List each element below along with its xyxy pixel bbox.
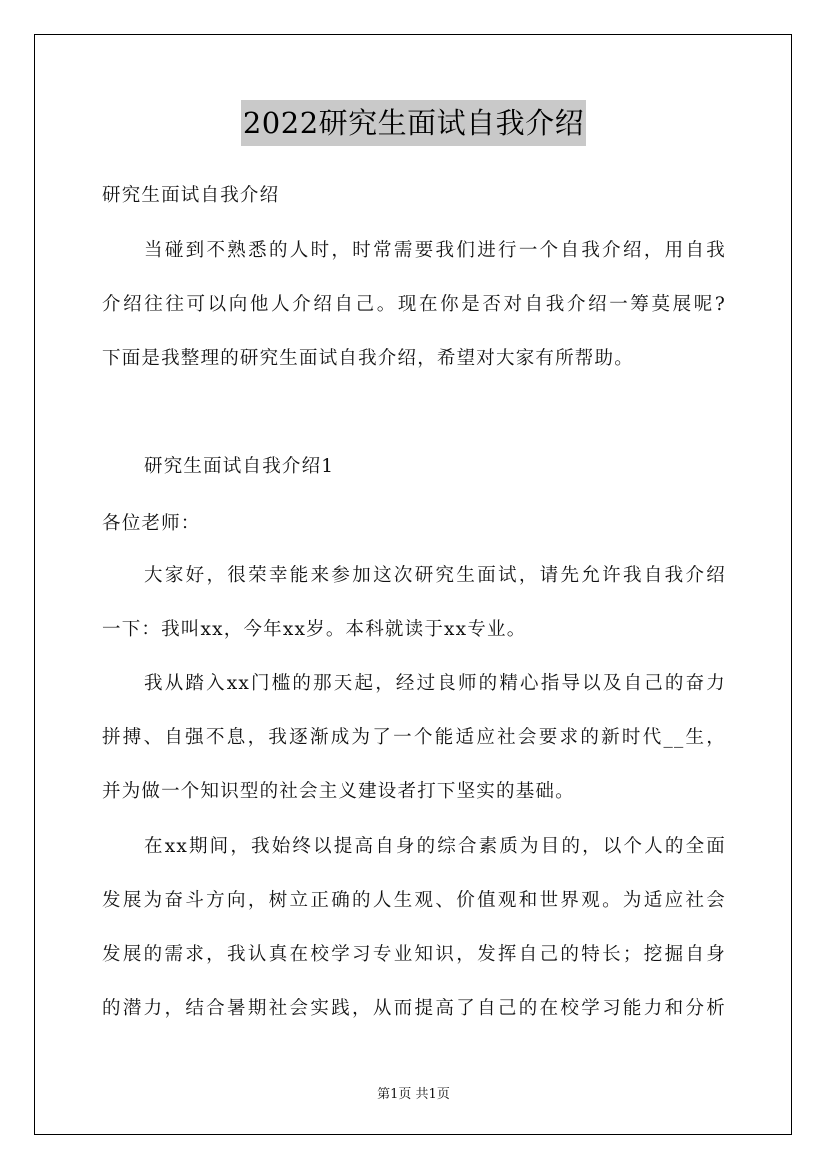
document-title: 2022研究生面试自我介绍	[241, 100, 586, 146]
paragraph3-line-2: 发展为奋斗方向，树立正确的人生观、价值观和世界观。为适应社会	[102, 890, 726, 911]
intro-line-1: 当碰到不熟悉的人时，时常需要我们进行一个自我介绍，用自我	[144, 240, 726, 261]
intro-line-2: 介绍往往可以向他人介绍自己。现在你是否对自我介绍一筹莫展呢?	[102, 294, 726, 315]
paragraph3-line-3: 发展的需求，我认真在校学习专业知识，发挥自己的特长；挖掘自身	[102, 944, 726, 965]
paragraph2-line-3: 并为做一个知识型的社会主义建设者打下坚实的基础。	[102, 781, 575, 802]
section-heading: 研究生面试自我介绍1	[144, 456, 335, 477]
subtitle: 研究生面试自我介绍	[102, 185, 280, 206]
paragraph1-line-2: 一下：我叫xx，今年xx岁。本科就读于xx专业。	[102, 619, 527, 640]
title-container	[0, 100, 827, 146]
greeting: 各位老师：	[102, 513, 201, 534]
paragraph1-line-1: 大家好，很荣幸能来参加这次研究生面试，请先允许我自我介绍	[144, 565, 726, 586]
page-footer: 第1页 共1页	[377, 1087, 450, 1102]
paragraph3-line-4: 的潜力，结合暑期社会实践，从而提高了自己的在校学习能力和分析	[102, 998, 726, 1019]
paragraph3-line-1: 在xx期间，我始终以提高自身的综合素质为目的，以个人的全面	[144, 836, 726, 857]
intro-line-3: 下面是我整理的研究生面试自我介绍，希望对大家有所帮助。	[102, 348, 634, 369]
paragraph2-line-1: 我从踏入xx门槛的那天起，经过良师的精心指导以及自己的奋力	[144, 673, 726, 694]
paragraph2-line-2: 拼搏、自强不息，我逐渐成为了一个能适应社会要求的新时代__生，	[102, 727, 726, 748]
